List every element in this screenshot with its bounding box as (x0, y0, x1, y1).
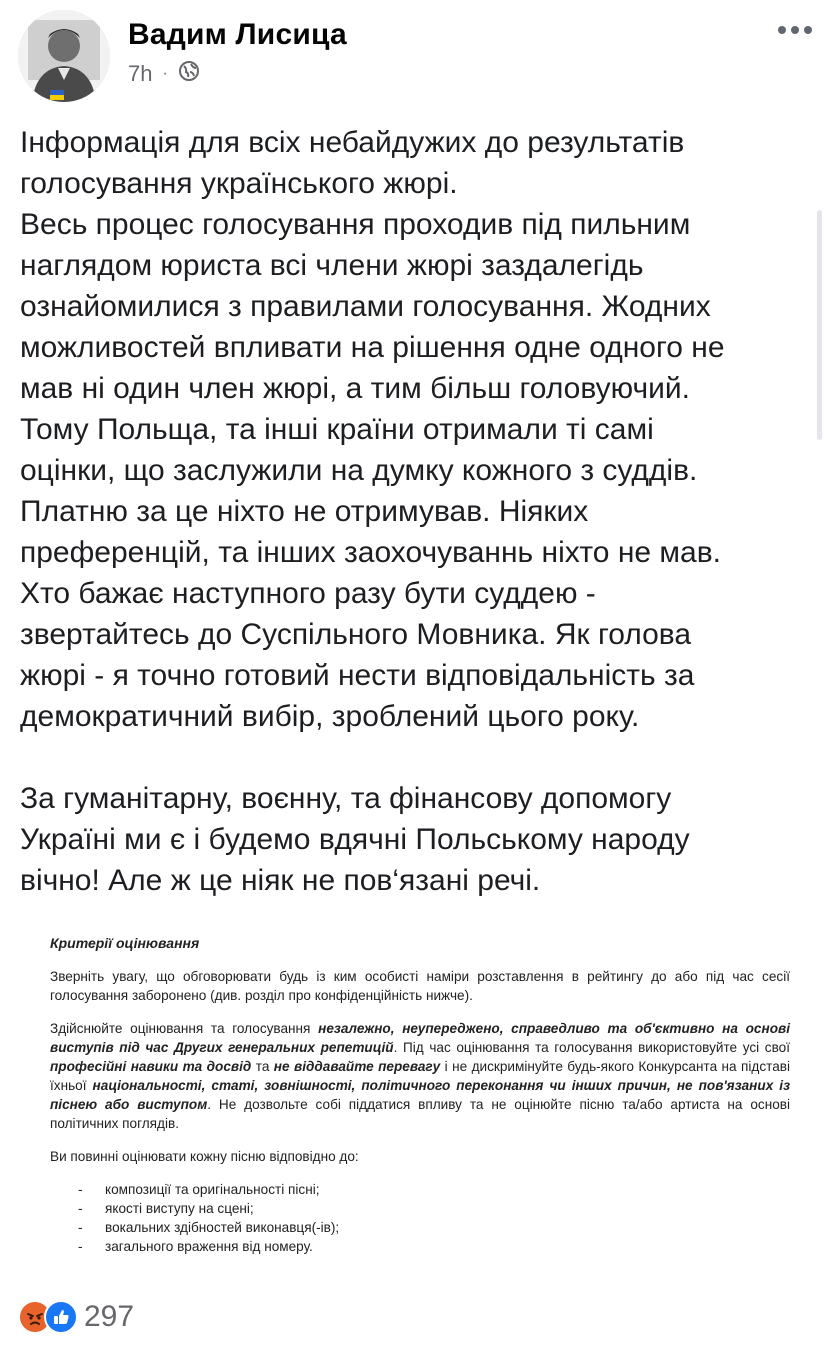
globe-icon[interactable] (178, 60, 200, 88)
document-paragraph-2: Здійснюйте оцінювання та голосування незалежно, неупереджено, справедливо та об'єктивно на основі виступів під час Других генеральних репетицій. Під час оцінювання та голосування використовуйте усі свої професійні навики та досвід та не віддавайте перевагу і не дискримінуйте будь-якого Конкурсанта на підставі їхньої національності, статі, зовнішності, політичного переконання чи інших причин, не пов'язаних із піснею або виступом. Не дозвольте собі піддатися впливу та не оцінюйте пісню та/або артиста на основі політичних поглядів. (50, 1021, 791, 1131)
document-title: Критерії оцінювання (50, 935, 200, 951)
list-item: - композиції та оригінальності пісні; (50, 1180, 790, 1199)
avatar[interactable] (18, 10, 110, 102)
document-image[interactable] (50, 935, 790, 1256)
more-options-icon[interactable] (778, 26, 812, 34)
reaction-count[interactable]: 297 (84, 1300, 135, 1333)
scrollbar[interactable] (817, 210, 822, 440)
post-time[interactable]: 7h (128, 61, 153, 86)
post-text: Інформація для всіх небайдужих до результатів голосування українського жюрі. Весь процес голосування проходив під пильним наглядом юриста всі члени жюрі заздалегідь ознайомилися з правилами голосування. Жодних можливостей впливати на рішення одне одного не мав ні один член жюрі, а тим більш головуючий. Тому Польща, та інші країни отримали ті самі оцінки, що заслужили на думку кожного з суддів. Платню за це ніхто не отримував. Ніяких преференцій, та інших заохочуваннь ніхто не мав. Хто бажає наступного разу бути суддею - звертайтесь до Суспільного Мовника. Як голова жюрі - я точно готовий нести відповідальність за демократичний вибір, зроблений цього року. За гуманітарну, воєнну, та фінансову допомогу Україні ми є і будемо вдячні Польському народу вічно! Але ж це ніяк не пов‘язані речі. (20, 126, 725, 897)
list-item: - вокальних здібностей виконавця(-ів); (50, 1218, 790, 1237)
like-reaction-icon (44, 1300, 78, 1334)
document-paragraph-1: Зверніть увагу, що обговорювати будь із ким особисті наміри розставлення в рейтингу до або під час сесії голосування заборонено (див. розділ про конфіденційність нижче). (50, 969, 790, 1003)
reactions-bar[interactable] (18, 1300, 134, 1334)
list-item: - загального враження від номеру. (50, 1237, 790, 1256)
post-meta (128, 60, 200, 88)
meta-separator: · (162, 65, 168, 82)
criteria-list (50, 1180, 790, 1256)
post-header (0, 0, 828, 110)
document-paragraph-3: Ви повинні оцінювати кожну пісню відповідно до: (50, 1149, 359, 1164)
list-item: - якості виступу на сцені; (50, 1199, 790, 1218)
author-name[interactable]: Вадим Лисица (128, 18, 347, 51)
